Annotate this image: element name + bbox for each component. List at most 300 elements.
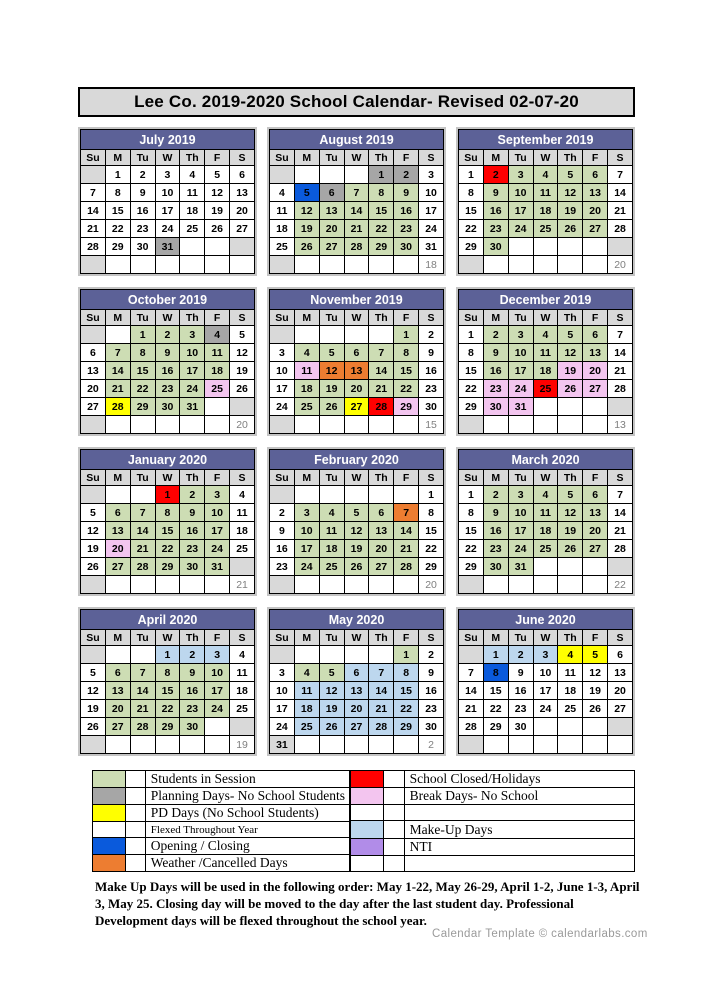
month-name: November 2019	[270, 290, 444, 310]
day-cell: 6	[608, 646, 633, 664]
day-cell: 30	[180, 718, 205, 736]
day-cell: 5	[81, 504, 106, 522]
day-cell: 29	[394, 718, 419, 736]
legend-spacer	[384, 838, 405, 855]
day-cell: 13	[583, 184, 608, 202]
day-cell: 17	[294, 540, 319, 558]
day-cell: 14	[130, 682, 155, 700]
empty-cell	[270, 256, 295, 274]
legend-spacer	[125, 838, 145, 855]
day-cell: 13	[344, 362, 369, 380]
empty-cell	[344, 256, 369, 274]
legend-spacer	[384, 788, 405, 805]
day-cell: 2	[419, 646, 444, 664]
empty-cell	[230, 558, 255, 576]
empty-cell	[459, 576, 484, 594]
day-cell: 4	[533, 486, 558, 504]
weekday-header: Th	[180, 150, 205, 166]
day-cell: 3	[508, 326, 533, 344]
weekday-header: Th	[180, 470, 205, 486]
day-cell: 23	[180, 700, 205, 718]
day-cell: 13	[344, 682, 369, 700]
empty-cell	[81, 256, 106, 274]
day-cell: 15	[419, 522, 444, 540]
day-cell: 12	[558, 504, 583, 522]
empty-cell	[81, 166, 106, 184]
empty-cell	[533, 718, 558, 736]
day-cell: 7	[459, 664, 484, 682]
empty-cell	[558, 558, 583, 576]
empty-cell	[369, 486, 394, 504]
day-cell: 30	[394, 238, 419, 256]
day-cell: 6	[583, 326, 608, 344]
weekday-header: Tu	[319, 470, 344, 486]
empty-cell	[130, 576, 155, 594]
day-cell: 29	[459, 398, 484, 416]
legend-swatch-makeup	[350, 821, 383, 838]
empty-cell	[483, 416, 508, 434]
weekday-header: F	[583, 150, 608, 166]
day-cell: 27	[608, 700, 633, 718]
month-name: June 2020	[459, 610, 633, 630]
month-february-2020	[267, 447, 446, 596]
legend-swatch-weather	[93, 855, 126, 872]
day-cell: 30	[180, 558, 205, 576]
legend-label: PD Days (No School Students)	[145, 805, 349, 822]
empty-cell	[81, 486, 106, 504]
weekday-header: Su	[459, 310, 484, 326]
day-cell: 29	[369, 238, 394, 256]
day-cell: 20	[105, 540, 130, 558]
day-cell: 21	[459, 700, 484, 718]
empty-cell	[608, 718, 633, 736]
day-cell: 5	[205, 166, 230, 184]
empty-cell	[558, 256, 583, 274]
day-cell: 9	[130, 184, 155, 202]
day-cell: 11	[230, 664, 255, 682]
legend-label	[404, 805, 634, 821]
day-cell: 28	[608, 220, 633, 238]
month-name: October 2019	[81, 290, 255, 310]
day-cell: 2	[508, 646, 533, 664]
day-cell: 23	[419, 380, 444, 398]
day-cell: 24	[533, 700, 558, 718]
day-cell: 12	[319, 362, 344, 380]
day-cell: 1	[394, 646, 419, 664]
empty-cell	[205, 736, 230, 754]
legend-swatch-closed	[350, 771, 383, 788]
day-cell: 25	[294, 398, 319, 416]
empty-cell	[155, 256, 180, 274]
legend-label: Students in Session	[145, 771, 349, 788]
day-cell: 22	[155, 540, 180, 558]
empty-cell	[230, 718, 255, 736]
day-cell: 13	[81, 362, 106, 380]
weekday-header: S	[608, 150, 633, 166]
day-cell: 22	[369, 220, 394, 238]
empty-cell	[583, 576, 608, 594]
day-cell: 12	[81, 522, 106, 540]
day-cell: 9	[180, 504, 205, 522]
day-cell: 15	[130, 362, 155, 380]
empty-cell	[130, 646, 155, 664]
day-cell: 11	[558, 664, 583, 682]
day-cell: 1	[459, 166, 484, 184]
day-cell: 24	[270, 398, 295, 416]
day-cell: 5	[319, 664, 344, 682]
empty-cell	[483, 256, 508, 274]
day-cell: 2	[270, 504, 295, 522]
weekday-header: Su	[270, 150, 295, 166]
day-cell: 10	[419, 184, 444, 202]
empty-cell	[319, 256, 344, 274]
day-cell: 27	[583, 220, 608, 238]
legend-swatch-flexed	[93, 822, 126, 838]
day-cell: 22	[459, 380, 484, 398]
day-cell: 16	[155, 362, 180, 380]
month-name: April 2020	[81, 610, 255, 630]
day-cell: 27	[344, 718, 369, 736]
day-cell: 23	[394, 220, 419, 238]
empty-cell	[319, 576, 344, 594]
month-name: January 2020	[81, 450, 255, 470]
day-cell: 24	[205, 700, 230, 718]
day-cell: 8	[459, 184, 484, 202]
day-cell: 14	[394, 522, 419, 540]
weekday-header: Su	[81, 470, 106, 486]
empty-cell	[294, 326, 319, 344]
day-cell: 24	[419, 220, 444, 238]
day-cell: 16	[483, 522, 508, 540]
day-cell: 3	[508, 486, 533, 504]
day-cell: 29	[105, 238, 130, 256]
weekday-header: W	[533, 630, 558, 646]
school-days-count: 15	[419, 416, 444, 434]
weekday-header: Su	[81, 150, 106, 166]
day-cell: 4	[180, 166, 205, 184]
month-name: February 2020	[270, 450, 444, 470]
day-cell: 28	[105, 398, 130, 416]
weekday-header: Tu	[319, 150, 344, 166]
weekday-header: Th	[558, 150, 583, 166]
day-cell: 9	[419, 344, 444, 362]
day-cell: 22	[419, 540, 444, 558]
day-cell: 21	[608, 522, 633, 540]
empty-cell	[81, 326, 106, 344]
day-cell: 18	[533, 362, 558, 380]
weekday-header: Tu	[508, 310, 533, 326]
day-cell: 9	[483, 344, 508, 362]
day-cell: 13	[369, 522, 394, 540]
day-cell: 15	[105, 202, 130, 220]
day-cell: 8	[394, 344, 419, 362]
weekday-header: W	[344, 630, 369, 646]
day-cell: 22	[459, 220, 484, 238]
day-cell: 31	[419, 238, 444, 256]
day-cell: 3	[294, 504, 319, 522]
empty-cell	[394, 736, 419, 754]
empty-cell	[294, 576, 319, 594]
day-cell: 30	[483, 558, 508, 576]
day-cell: 18	[558, 682, 583, 700]
empty-cell	[533, 398, 558, 416]
day-cell: 10	[508, 344, 533, 362]
day-cell: 1	[155, 646, 180, 664]
day-cell: 6	[344, 344, 369, 362]
day-cell: 4	[294, 664, 319, 682]
day-cell: 25	[533, 380, 558, 398]
day-cell: 21	[105, 380, 130, 398]
day-cell: 12	[558, 184, 583, 202]
weekday-header: Th	[180, 630, 205, 646]
day-cell: 8	[483, 664, 508, 682]
empty-cell	[558, 238, 583, 256]
weekday-header: Tu	[508, 630, 533, 646]
weekday-header: F	[583, 310, 608, 326]
month-table	[80, 609, 255, 754]
day-cell: 8	[130, 344, 155, 362]
day-cell: 9	[270, 522, 295, 540]
empty-cell	[394, 256, 419, 274]
legend-label: Opening / Closing	[145, 838, 349, 855]
day-cell: 17	[155, 202, 180, 220]
day-cell: 25	[294, 718, 319, 736]
month-table	[80, 449, 255, 594]
weekday-header: S	[230, 630, 255, 646]
day-cell: 6	[583, 486, 608, 504]
day-cell: 2	[180, 646, 205, 664]
day-cell: 20	[608, 682, 633, 700]
empty-cell	[533, 416, 558, 434]
day-cell: 7	[608, 166, 633, 184]
empty-cell	[130, 736, 155, 754]
weekday-header: M	[483, 470, 508, 486]
day-cell: 2	[483, 486, 508, 504]
weekday-header: F	[394, 150, 419, 166]
day-cell: 20	[344, 700, 369, 718]
weekday-header: Tu	[319, 310, 344, 326]
day-cell: 22	[394, 700, 419, 718]
school-days-count: 22	[608, 576, 633, 594]
day-cell: 10	[508, 504, 533, 522]
day-cell: 3	[419, 166, 444, 184]
day-cell: 27	[105, 718, 130, 736]
day-cell: 9	[180, 664, 205, 682]
weekday-header: S	[419, 470, 444, 486]
day-cell: 11	[205, 344, 230, 362]
day-cell: 13	[319, 202, 344, 220]
day-cell: 7	[105, 344, 130, 362]
day-cell: 2	[130, 166, 155, 184]
day-cell: 25	[270, 238, 295, 256]
day-cell: 7	[130, 504, 155, 522]
day-cell: 25	[180, 220, 205, 238]
day-cell: 14	[608, 344, 633, 362]
weekday-header: Th	[180, 310, 205, 326]
day-cell: 16	[180, 682, 205, 700]
legend-label: NTI	[404, 838, 634, 855]
day-cell: 5	[558, 326, 583, 344]
legend-label	[404, 855, 634, 871]
day-cell: 3	[180, 326, 205, 344]
empty-cell	[508, 416, 533, 434]
empty-cell	[558, 398, 583, 416]
day-cell: 24	[205, 540, 230, 558]
day-cell: 23	[483, 540, 508, 558]
day-cell: 22	[105, 220, 130, 238]
month-october-2019	[78, 287, 257, 436]
empty-cell	[508, 576, 533, 594]
weekday-header: Su	[459, 150, 484, 166]
day-cell: 10	[508, 184, 533, 202]
weekday-header: Tu	[319, 630, 344, 646]
day-cell: 9	[394, 184, 419, 202]
day-cell: 27	[583, 380, 608, 398]
legend-swatch-none	[350, 855, 383, 871]
day-cell: 5	[230, 326, 255, 344]
months-grid	[78, 127, 635, 756]
day-cell: 6	[105, 504, 130, 522]
day-cell: 4	[533, 166, 558, 184]
day-cell: 4	[205, 326, 230, 344]
day-cell: 17	[270, 380, 295, 398]
school-days-count: 21	[230, 576, 255, 594]
empty-cell	[533, 736, 558, 754]
day-cell: 10	[294, 522, 319, 540]
month-june-2020	[456, 607, 635, 756]
empty-cell	[180, 416, 205, 434]
empty-cell	[344, 486, 369, 504]
weekday-header: Tu	[130, 630, 155, 646]
day-cell: 29	[459, 238, 484, 256]
empty-cell	[81, 576, 106, 594]
weekday-header: S	[230, 470, 255, 486]
day-cell: 2	[419, 326, 444, 344]
empty-cell	[369, 576, 394, 594]
day-cell: 27	[230, 220, 255, 238]
month-table	[458, 449, 633, 594]
weekday-header: F	[394, 630, 419, 646]
day-cell: 25	[533, 220, 558, 238]
day-cell: 31	[508, 558, 533, 576]
month-march-2020	[456, 447, 635, 596]
empty-cell	[180, 256, 205, 274]
month-table	[80, 129, 255, 274]
empty-cell	[344, 646, 369, 664]
day-cell: 9	[483, 184, 508, 202]
day-cell: 12	[558, 344, 583, 362]
legend-spacer	[384, 821, 405, 838]
weekday-header: W	[533, 470, 558, 486]
empty-cell	[369, 256, 394, 274]
day-cell: 4	[294, 344, 319, 362]
makeup-days-note: Make Up Days will be used in the following order: May 1-22, May 26-29, April 1-2, June 1-3, April 3, May 25. Closing day will be moved to the day after the last student day. Professional Development days will be flexed throughout the school year.	[95, 879, 640, 928]
day-cell: 9	[155, 344, 180, 362]
empty-cell	[459, 416, 484, 434]
weekday-header: M	[483, 630, 508, 646]
weekday-header: W	[155, 630, 180, 646]
empty-cell	[294, 416, 319, 434]
day-cell: 23	[155, 380, 180, 398]
day-cell: 14	[344, 202, 369, 220]
day-cell: 5	[294, 184, 319, 202]
month-table	[458, 609, 633, 754]
day-cell: 16	[419, 682, 444, 700]
day-cell: 27	[81, 398, 106, 416]
day-cell: 31	[155, 238, 180, 256]
empty-cell	[319, 166, 344, 184]
template-credit: Calendar Template © calendarlabs.com	[432, 928, 648, 940]
empty-cell	[230, 238, 255, 256]
empty-cell	[105, 486, 130, 504]
weekday-header: S	[230, 310, 255, 326]
empty-cell	[369, 326, 394, 344]
day-cell: 14	[81, 202, 106, 220]
day-cell: 8	[105, 184, 130, 202]
day-cell: 30	[130, 238, 155, 256]
month-name: August 2019	[270, 130, 444, 150]
legend-swatch-planning	[93, 788, 126, 805]
legend-left-body	[93, 771, 350, 872]
day-cell: 17	[419, 202, 444, 220]
day-cell: 12	[81, 682, 106, 700]
weekday-header: Tu	[130, 470, 155, 486]
empty-cell	[483, 576, 508, 594]
day-cell: 26	[81, 718, 106, 736]
empty-cell	[294, 646, 319, 664]
day-cell: 19	[319, 700, 344, 718]
empty-cell	[533, 256, 558, 274]
day-cell: 9	[508, 664, 533, 682]
day-cell: 6	[319, 184, 344, 202]
month-name: December 2019	[459, 290, 633, 310]
day-cell: 17	[508, 522, 533, 540]
month-november-2019	[267, 287, 446, 436]
day-cell: 8	[394, 664, 419, 682]
day-cell: 29	[483, 718, 508, 736]
day-cell: 19	[81, 540, 106, 558]
weekday-header: Su	[459, 470, 484, 486]
day-cell: 1	[130, 326, 155, 344]
weekday-header: M	[105, 150, 130, 166]
empty-cell	[130, 256, 155, 274]
empty-cell	[180, 736, 205, 754]
empty-cell	[533, 558, 558, 576]
weekday-header: W	[155, 470, 180, 486]
legend-swatch-pd	[93, 805, 126, 822]
day-cell: 19	[558, 522, 583, 540]
day-cell: 9	[419, 664, 444, 682]
empty-cell	[369, 646, 394, 664]
weekday-header: F	[583, 630, 608, 646]
day-cell: 12	[344, 522, 369, 540]
empty-cell	[205, 398, 230, 416]
day-cell: 10	[205, 504, 230, 522]
day-cell: 18	[533, 522, 558, 540]
day-cell: 28	[130, 558, 155, 576]
month-january-2020	[78, 447, 257, 596]
empty-cell	[205, 256, 230, 274]
empty-cell	[558, 736, 583, 754]
month-table	[269, 289, 444, 434]
empty-cell	[319, 416, 344, 434]
day-cell: 20	[583, 202, 608, 220]
month-july-2019	[78, 127, 257, 276]
day-cell: 31	[180, 398, 205, 416]
day-cell: 25	[533, 540, 558, 558]
weekday-header: W	[344, 470, 369, 486]
empty-cell	[105, 416, 130, 434]
